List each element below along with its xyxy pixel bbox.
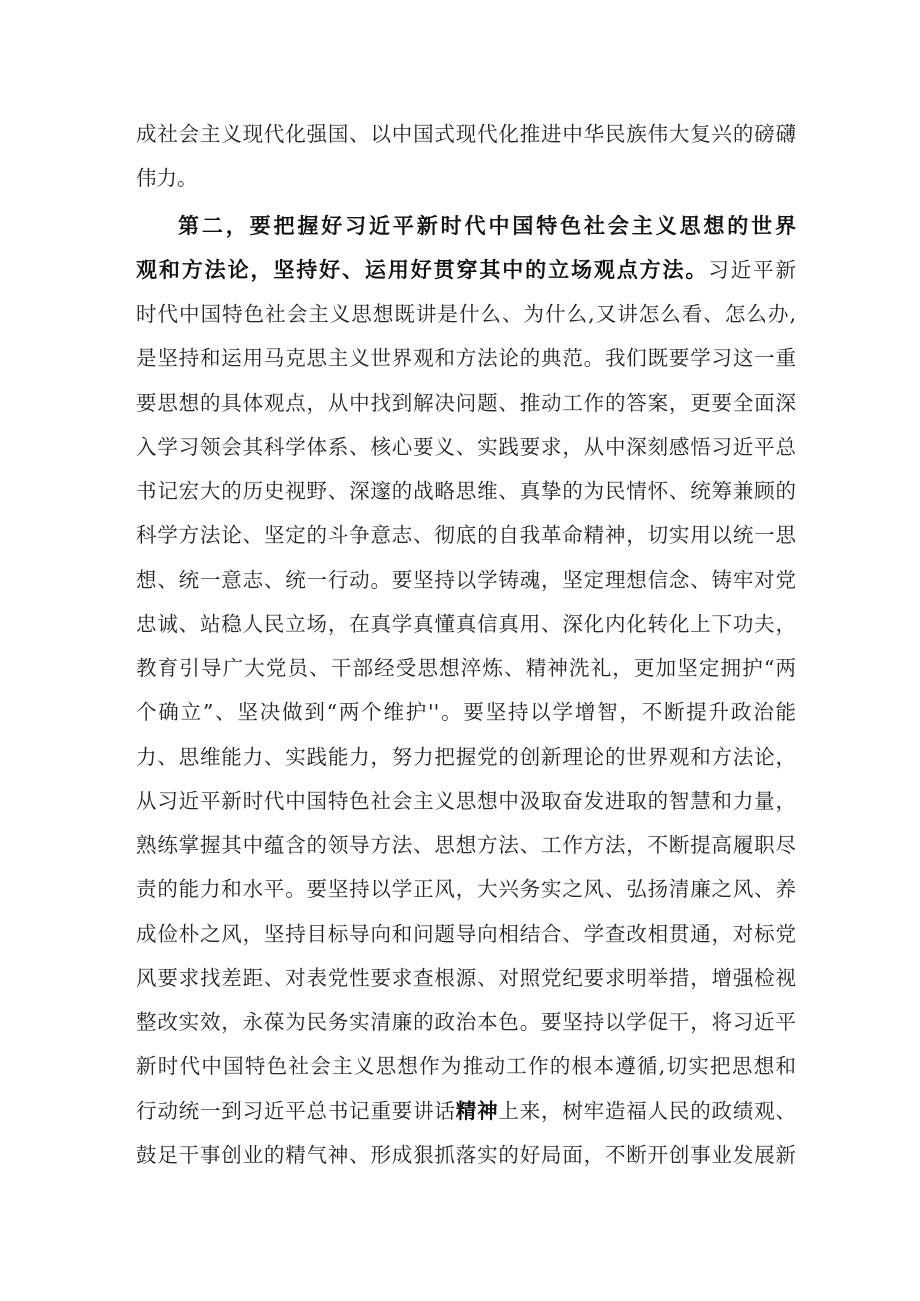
- section-heading-text: 第二，要把握好习近平新时代中国特色社会主义思想的世界: [178, 214, 796, 238]
- body-text: 上来，树牢造福人民的政绩观、: [498, 1099, 797, 1123]
- paragraph-line: 书记宏大的历史视野、深邃的战略思维、真挚的为民情怀、统筹兼顾的: [136, 479, 796, 503]
- paragraph-line: 是坚持和运用马克思主义世界观和方法论的典范。我们既要学习这一重: [136, 346, 796, 370]
- paragraph-line: 风要求找差距、对表党性要求查根源、对照党纪要求明举措，增强检视: [136, 966, 796, 990]
- paragraph-line: 忠诚、站稳人民立场，在真学真懂真信真用、深化内化转化上下功夫，: [136, 612, 796, 636]
- paragraph-line: 伟力。: [136, 166, 198, 190]
- paragraph-line: 力、思维能力、实践能力，努力把握党的创新理论的世界观和方法论，: [136, 745, 796, 769]
- paragraph-line: [136, 250, 796, 290]
- paragraph-line: 教育引导广大党员、干部经受思想淬炼、精神洗礼，更加坚定拥护“两: [136, 656, 796, 680]
- paragraph-line: 熟练掌握其中蕴含的领导方法、思想方法、工作方法，不断提高履职尽: [136, 833, 796, 857]
- section-heading: [178, 206, 796, 246]
- paragraph-line: 从习近平新时代中国特色社会主义思想中汲取奋发进取的智慧和力量，: [136, 789, 796, 813]
- paragraph-line: 个确立”、坚决做到“两个维护''。要坚持以学增智，不断提升政治能: [136, 700, 796, 724]
- paragraph-line: 责的能力和水平。要坚持以学正风，大兴务实之风、弘扬清廉之风、养: [136, 877, 796, 901]
- paragraph-line: 鼓足干事创业的精气神、形成狠抓落实的好局面，不断开创事业发展新: [136, 1143, 796, 1167]
- body-text: 习近平新: [708, 258, 797, 282]
- paragraph-line: 整改实效，永葆为民务实清廉的政治本色。要坚持以学促干，将习近平: [136, 1010, 796, 1034]
- paragraph-line: 成社会主义现代化强国、以中国式现代化推进中华民族伟大复兴的磅礴: [136, 122, 796, 146]
- emphasized-text: 精神: [455, 1099, 499, 1123]
- paragraph-line: 要思想的具体观点，从中找到解决问题、推动工作的答案，更要全面深: [136, 391, 796, 415]
- paragraph-line: 成俭朴之风，坚持目标导向和问题导向相结合、学查改相贯通，对标党: [136, 922, 796, 946]
- section-heading-text: 观和方法论，坚持好、运用好贯穿其中的立场观点方法。: [136, 258, 709, 282]
- body-text: 行动统一到习近平总书记重要讲话: [136, 1099, 456, 1123]
- paragraph-line: 新时代中国特色社会主义思想作为推动工作的根本遵循,切实把思想和: [136, 1054, 796, 1078]
- paragraph-line: 想、统一意志、统一行动。要坚持以学铸魂，坚定理想信念、铸牢对党: [136, 568, 796, 592]
- paragraph-line: 入学习领会其科学体系、核心要义、实践要求，从中深刻感悟习近平总: [136, 435, 796, 459]
- paragraph-line: [136, 1091, 796, 1131]
- paragraph-line: 科学方法论、坚定的斗争意志、彻底的自我革命精神，切实用以统一思: [136, 523, 796, 547]
- paragraph-line: 时代中国特色社会主义思想既讲是什么、为什么,又讲怎么看、怎么办,: [136, 302, 796, 326]
